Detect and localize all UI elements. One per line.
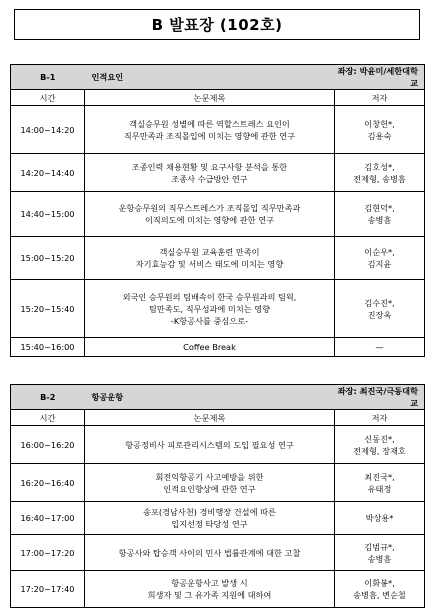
table-row	[11, 338, 425, 357]
row-time: 16:00~16:20	[11, 426, 85, 464]
table-row	[11, 502, 425, 535]
session-chair: 좌장: 최진국/극동대학교	[335, 385, 425, 410]
column-header-row	[11, 90, 425, 106]
author-line: 김용숙	[367, 130, 392, 141]
title-line: 객실승무원 성별에 따른 역할스트레스 요인이	[129, 118, 290, 129]
row-time: 16:40~17:00	[11, 502, 85, 535]
row-time: 15:40~16:00	[11, 338, 85, 357]
table-row	[11, 106, 425, 154]
table-row	[11, 280, 425, 338]
title-line: 항공정비사 피로관리시스템의 도입 필요성 연구	[125, 439, 294, 450]
row-title	[85, 502, 335, 535]
row-time: 14:00~14:20	[11, 106, 85, 154]
row-title	[85, 464, 335, 502]
page-title: B 발표장 (102호)	[14, 9, 420, 40]
author-line: 김호성*,	[364, 161, 395, 172]
table-row	[11, 154, 425, 192]
column-header-title: 논문제목	[85, 90, 335, 106]
table-row	[11, 426, 425, 464]
session-header	[11, 65, 425, 90]
title-line: 팀만족도, 직무성과에 미치는 영향	[148, 303, 271, 314]
row-authors	[335, 426, 425, 464]
column-header-time: 시간	[11, 90, 85, 106]
row-time: 15:20~15:40	[11, 280, 85, 338]
column-header-time: 시간	[11, 410, 85, 426]
table-row	[11, 192, 425, 237]
title-line: 인적요인향상에 관한 연구	[163, 483, 256, 494]
row-title	[85, 154, 335, 192]
row-authors	[335, 338, 425, 357]
title-line: Coffee Break	[183, 342, 236, 352]
row-time: 15:00~15:20	[11, 237, 85, 280]
author-line: 송병흠	[367, 215, 392, 225]
session-chair: 좌장: 박윤미/세한대학교	[335, 65, 425, 90]
row-authors	[335, 192, 425, 237]
row-title	[85, 106, 335, 154]
author-line: 진장옥	[367, 309, 392, 320]
title-line: 조종인력 채용현황 및 요구사항 분석을 통한	[131, 161, 288, 172]
row-authors	[335, 535, 425, 571]
row-authors	[335, 237, 425, 280]
table-row	[11, 535, 425, 571]
row-authors	[335, 280, 425, 338]
title-line: -K항공사를 중심으로-	[170, 315, 249, 326]
title-line: 외국인 승무원의 팀배속이 한국 승무원과의 팀웍,	[122, 291, 297, 302]
session-code: B-2	[11, 385, 85, 410]
session-name: 인적요인	[85, 65, 335, 90]
title-line: 자기효능감 및 서비스 태도에 미치는 영향	[135, 259, 284, 269]
title-line: 송포(경남사천) 경비행장 건설에 따른	[143, 507, 276, 517]
column-header-author: 저자	[335, 90, 425, 106]
author-line: 김범규*,	[364, 541, 395, 552]
author-line: —	[375, 342, 384, 352]
row-authors	[335, 154, 425, 192]
author-line: 이창헌*,	[364, 118, 395, 129]
session-body	[11, 65, 425, 357]
author-line: 김수진*,	[364, 297, 395, 308]
title-line: 희생자 및 그 유가족 지원에 대하여	[147, 590, 272, 600]
author-line: 이화봉*,	[364, 578, 395, 588]
row-title	[85, 237, 335, 280]
row-title	[85, 426, 335, 464]
row-title	[85, 338, 335, 357]
title-line: 항공운항사고 발생 시	[171, 578, 248, 588]
row-time: 14:20~14:40	[11, 154, 85, 192]
session-table-b1	[10, 64, 425, 357]
title-line: 이직의도에 미치는 영향에 관한 연구	[144, 215, 275, 225]
session-header	[11, 385, 425, 410]
session-body	[11, 385, 425, 608]
row-time: 14:40~15:00	[11, 192, 85, 237]
table-row	[11, 237, 425, 280]
title-line: 조종사 수급방안 연구	[171, 173, 248, 184]
session-name: 항공운항	[85, 385, 335, 410]
title-line: 객실승무원 교육훈련 만족이	[159, 247, 260, 257]
row-title	[85, 535, 335, 571]
row-title	[85, 192, 335, 237]
row-authors	[335, 106, 425, 154]
column-header-author: 저자	[335, 410, 425, 426]
author-line: 최진국*,	[364, 471, 395, 482]
title-line: 직무만족과 조직몰입에 미치는 영향에 관한 연구	[123, 130, 296, 141]
author-line: 유태정	[367, 483, 392, 494]
title-line: 항공사와 탑승객 사이의 민사 법률관계에 대한 고찰	[118, 547, 301, 558]
column-header-title: 논문제목	[85, 410, 335, 426]
row-title	[85, 280, 335, 338]
row-time: 17:00~17:20	[11, 535, 85, 571]
title-line: 운항승무원의 직무스트레스가 조직몰입 직무만족과	[118, 203, 301, 213]
row-time: 17:20~17:40	[11, 571, 85, 608]
author-line: 송병흠	[367, 553, 392, 564]
title-line: 회전익항공기 사고예방을 위한	[155, 471, 264, 482]
author-line: 신동진*,	[364, 433, 395, 444]
author-line: 박상용*	[365, 513, 394, 523]
row-authors	[335, 464, 425, 502]
row-authors	[335, 502, 425, 535]
table-row	[11, 464, 425, 502]
author-line: 김지윤	[367, 259, 392, 269]
row-title	[85, 571, 335, 608]
author-line: 전제형, 장재호	[353, 445, 406, 456]
session-table-b2	[10, 384, 425, 608]
author-line: 김현덕*,	[364, 203, 395, 213]
author-line: 송병흠, 변순철	[353, 590, 406, 600]
title-line: 입지선정 타당성 연구	[171, 519, 248, 529]
column-header-row	[11, 410, 425, 426]
table-row	[11, 571, 425, 608]
author-line: 이순우*,	[364, 247, 395, 257]
row-time: 16:20~16:40	[11, 464, 85, 502]
author-line: 전제형, 송병흠	[353, 173, 406, 184]
session-code: B-1	[11, 65, 85, 90]
row-authors	[335, 571, 425, 608]
